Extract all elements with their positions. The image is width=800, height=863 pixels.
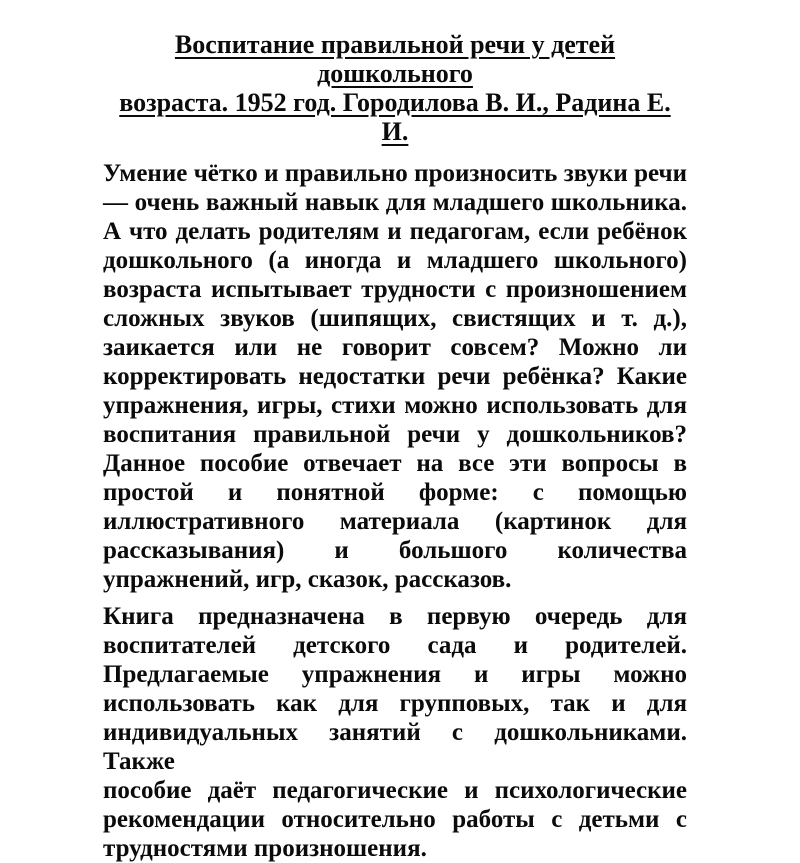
paragraph-audience xyxy=(103,602,687,863)
text-line: А что делать родителям и педагогам, если ребёнок xyxy=(103,218,687,245)
text-line: простой и понятной форме: с помощью xyxy=(103,479,687,506)
text-line: Предлагаемые упражнения и игры можно xyxy=(103,661,687,688)
book-title-line: Воспитание правильной речи у детей дошкольного xyxy=(174,30,616,88)
book-title xyxy=(103,30,687,146)
text-line: воспитателей детского сада и родителей. xyxy=(103,632,687,659)
text-line: рекомендации относительно работы с детьми с xyxy=(103,806,687,833)
text-line: Умение чётко и правильно произносить звуки речи xyxy=(103,160,687,187)
text-line: использовать как для групповых, так и для xyxy=(103,690,687,717)
text-line: упражнения, игры, стихи можно использовать для xyxy=(103,392,687,419)
paragraph-description xyxy=(103,159,687,594)
text-line: сложных звуков (шипящих, свистящих и т. д.), xyxy=(103,305,687,332)
text-line: — очень важный навык для младшего школьника. xyxy=(103,189,687,216)
text-line: упражнений, игр, сказок, рассказов. xyxy=(103,566,512,593)
text-line: корректировать недостатки речи ребёнка? Какие xyxy=(103,363,687,390)
book-title-line: возраста. 1952 год. Городилова В. И., Радина Е. И. xyxy=(119,88,671,146)
text-line: дошкольного (а иногда и младшего школьного) xyxy=(103,247,687,274)
document-content xyxy=(103,30,687,863)
text-line: пособие даёт педагогические и психологические xyxy=(103,777,687,804)
text-line: индивидуальных занятий с дошкольниками. Также xyxy=(103,719,687,775)
text-line: иллюстративного материала (картинок для xyxy=(103,508,687,535)
text-line: возраста испытывает трудности с произношением xyxy=(103,276,687,303)
text-line: Данное пособие отвечает на все эти вопросы в xyxy=(103,450,687,477)
text-line: заикается или не говорит совсем? Можно ли xyxy=(103,334,687,361)
text-line: воспитания правильной речи у дошкольников? xyxy=(103,421,687,448)
text-line: рассказывания) и большого количества xyxy=(103,537,687,564)
text-line: Книга предназначена в первую очередь для xyxy=(103,603,687,630)
text-line: трудностями произношения. xyxy=(103,835,427,862)
